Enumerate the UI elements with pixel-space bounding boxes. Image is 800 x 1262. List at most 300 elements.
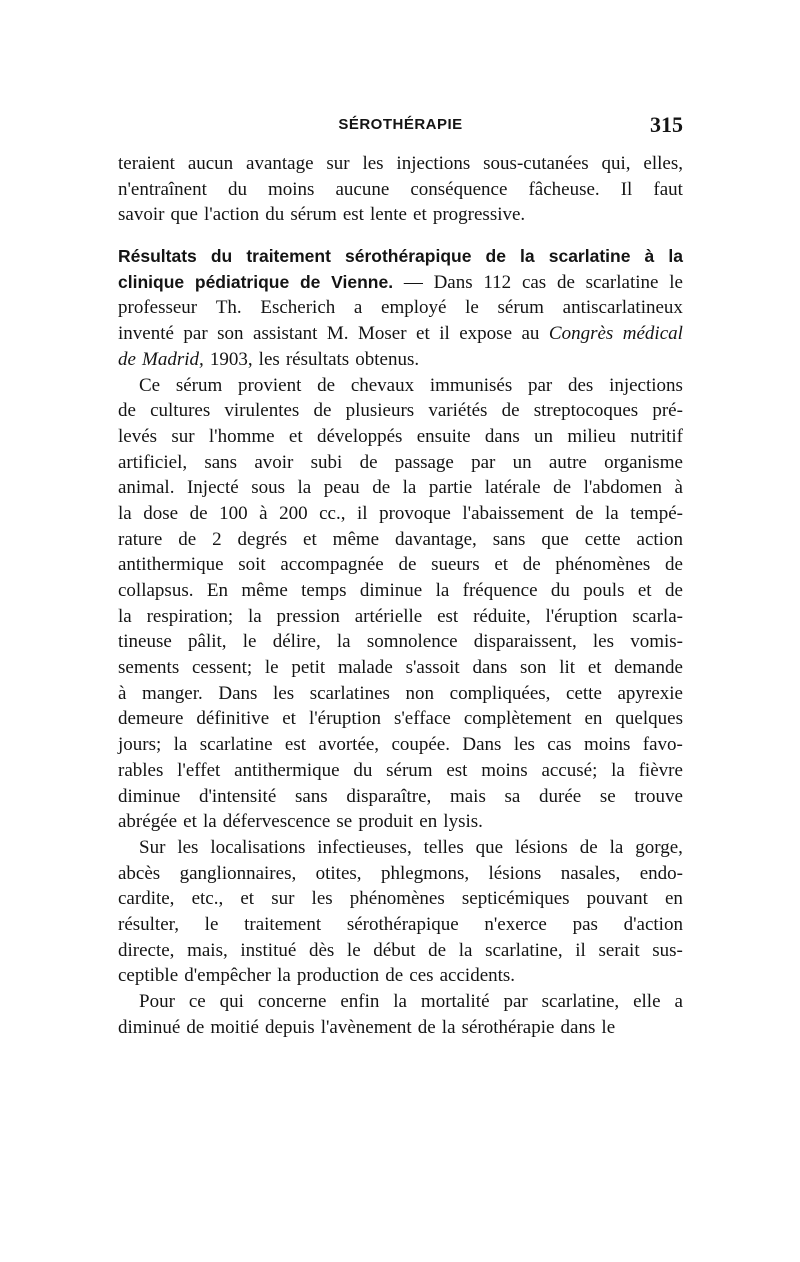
word: savoir: [118, 204, 165, 226]
word: cultures: [150, 400, 211, 422]
word: par: [503, 991, 528, 1012]
word: fâcheuse.: [528, 178, 600, 200]
word: M.: [326, 323, 349, 345]
word: pâlit,: [188, 631, 227, 653]
word: de: [522, 554, 541, 576]
word: 200: [279, 502, 308, 524]
word: réduite,: [473, 605, 531, 627]
word: s'efface: [393, 708, 451, 730]
word: et: [183, 811, 197, 833]
word: lysis.: [443, 811, 483, 833]
word: définitive: [196, 708, 270, 730]
word: la: [402, 477, 417, 499]
word: ce: [188, 991, 206, 1012]
word: en: [584, 708, 603, 730]
word: sérothérapique: [345, 246, 472, 267]
word: du: [265, 204, 285, 226]
text-line: [118, 321, 683, 347]
word: n'exerce: [484, 913, 547, 935]
paragraph: [118, 151, 683, 228]
word: en: [419, 811, 438, 833]
word: la: [435, 580, 450, 601]
word: les: [258, 348, 280, 370]
word: délire,: [272, 631, 321, 653]
text-line: [118, 861, 683, 887]
word: durée: [539, 785, 582, 807]
word: nasales,: [560, 862, 621, 884]
word: diminue: [359, 580, 423, 601]
word: la: [247, 605, 262, 627]
text-line: [118, 527, 683, 553]
text-line: [118, 398, 683, 424]
word: l'éruption: [545, 605, 618, 627]
word: a: [674, 991, 683, 1012]
word: inventé: [118, 323, 174, 345]
word: telles: [423, 836, 464, 858]
word: l'homme: [208, 425, 275, 447]
word: les: [362, 153, 384, 174]
word: 1903,: [209, 348, 253, 370]
word: faut: [653, 178, 683, 200]
word: de: [664, 580, 683, 601]
word: employé: [381, 297, 447, 319]
word: demande: [614, 657, 683, 679]
word: artérielle: [354, 605, 423, 627]
word: ganglionnaires,: [179, 862, 297, 884]
word: cas: [547, 734, 572, 756]
word: gorge,: [635, 836, 683, 858]
text-line: [118, 295, 683, 321]
word: disparaissent,: [473, 631, 577, 653]
word: du: [227, 178, 247, 200]
word: respiration;: [146, 605, 234, 627]
word: de: [372, 477, 391, 499]
word: et: [288, 425, 303, 447]
word: rables: [118, 759, 164, 781]
word: il: [439, 323, 450, 345]
word: aucun: [187, 153, 234, 174]
word: par: [471, 451, 496, 473]
word: du: [210, 246, 233, 267]
word: teraient: [118, 153, 175, 174]
word: que: [541, 528, 569, 550]
word: mais,: [187, 939, 228, 961]
word: artificiel,: [118, 451, 188, 473]
word: trouve: [634, 785, 683, 807]
text-line: [118, 552, 683, 578]
word: scarlatine: [585, 271, 659, 293]
word: se: [336, 811, 353, 833]
word: phénomènes: [349, 888, 445, 910]
word: sa: [504, 785, 521, 807]
word: cette: [566, 682, 602, 704]
text-line: [118, 912, 683, 938]
word: —: [403, 271, 423, 293]
word: la: [336, 631, 351, 653]
text-line: [118, 151, 683, 177]
word: sérothérapique: [346, 913, 459, 935]
word: les: [513, 734, 535, 756]
word: complètement: [463, 708, 572, 730]
word: la: [277, 965, 291, 987]
text-line: [118, 424, 683, 450]
word: même: [332, 528, 380, 550]
word: un: [534, 425, 554, 447]
word: fièvre: [638, 759, 683, 781]
word: et: [416, 323, 430, 345]
word: progressive.: [432, 204, 526, 226]
word: de: [398, 554, 417, 576]
word: les: [177, 836, 199, 858]
word: elle: [633, 991, 661, 1012]
word: de: [579, 836, 598, 858]
word: provient: [238, 374, 302, 396]
text-line: [118, 938, 683, 964]
word: quelques: [615, 708, 683, 730]
word: collapsus.: [118, 580, 194, 601]
word: dès: [308, 939, 335, 961]
word: avoir: [254, 451, 294, 473]
word: 100: [219, 502, 248, 524]
word: vomis-: [630, 631, 683, 653]
word: les: [592, 631, 615, 653]
word: il: [575, 939, 586, 961]
word: l'avènement: [320, 1016, 412, 1038]
word: de: [553, 477, 572, 499]
word: ensuite: [416, 425, 471, 447]
word: a: [353, 297, 363, 319]
word: Ce: [139, 374, 161, 396]
word: du: [353, 759, 373, 781]
word: scarla-: [632, 605, 683, 627]
word: avortée,: [318, 734, 380, 756]
word: est: [446, 759, 468, 781]
text-line: [118, 475, 683, 501]
word: en: [665, 888, 683, 910]
word: de: [317, 374, 336, 396]
word: passage: [394, 451, 454, 473]
word: la: [202, 811, 217, 833]
word: etc.,: [191, 888, 224, 910]
word: de: [556, 271, 575, 293]
word: ces: [409, 965, 434, 987]
word: des: [567, 374, 594, 396]
word: mais: [449, 785, 486, 807]
word: scarlatines: [309, 682, 390, 704]
word: la: [668, 246, 683, 267]
word: au: [521, 323, 540, 345]
text-line: [118, 501, 683, 527]
word: de: [313, 400, 332, 422]
word: cette: [584, 528, 621, 550]
word: d'empêcher: [184, 965, 271, 987]
word: même: [241, 580, 288, 601]
word: 112: [483, 271, 512, 293]
word: lésions: [515, 836, 568, 858]
word: sous: [251, 477, 285, 499]
word: de: [417, 1016, 436, 1038]
word: partie: [428, 477, 473, 499]
word: la: [441, 1016, 456, 1038]
word: et: [282, 708, 296, 730]
word: infectieuses,: [317, 836, 412, 858]
word: cardite,: [118, 888, 175, 910]
word: tempé-: [630, 502, 683, 524]
word: injections: [396, 153, 471, 174]
text-line: [118, 835, 683, 861]
text-line: [118, 732, 683, 758]
word: scarlatine: [548, 246, 631, 267]
word: latérale: [484, 477, 541, 499]
word: professeur: [118, 297, 198, 319]
word: à: [644, 246, 655, 267]
word: la: [297, 477, 312, 499]
word: septicémiques: [461, 888, 570, 910]
word: le: [669, 271, 683, 293]
word: davantage,: [395, 528, 477, 550]
word: dans: [560, 1016, 596, 1038]
word: immunisés: [429, 374, 513, 396]
word: et: [494, 554, 509, 576]
word: Injecté: [186, 477, 239, 499]
word: pression: [276, 605, 340, 627]
word: la: [609, 836, 624, 858]
text-line: [118, 963, 683, 989]
word: En: [206, 580, 228, 601]
text-line: [118, 450, 683, 476]
word: Vienne.: [331, 271, 394, 292]
word: accompagnée: [280, 554, 384, 576]
word: est: [342, 204, 364, 226]
word: otites,: [315, 862, 362, 884]
word: fréquence: [462, 580, 538, 601]
word: et: [303, 528, 317, 550]
word: soit: [238, 554, 266, 576]
word: défervescence: [222, 811, 331, 833]
word: aucune: [335, 178, 390, 200]
word: de: [485, 246, 506, 267]
word: moins: [267, 178, 315, 200]
word: sans: [204, 451, 238, 473]
word: levés: [118, 425, 158, 447]
word: directe,: [118, 939, 175, 961]
text-line: [118, 347, 683, 373]
word: est: [284, 734, 307, 756]
word: pré-: [652, 400, 683, 422]
word: favo-: [642, 734, 683, 756]
word: lésions: [488, 862, 542, 884]
word: et: [587, 657, 602, 679]
word: sérum: [175, 374, 223, 396]
paragraph: [118, 373, 683, 835]
word: streptocoques: [533, 400, 639, 422]
word: par: [183, 323, 208, 345]
word: non: [405, 682, 435, 704]
word: son: [217, 323, 244, 345]
text-line: [118, 1015, 683, 1041]
word: somnolence: [366, 631, 458, 653]
word: rature: [118, 528, 163, 550]
word: et: [413, 204, 427, 226]
word: cessent;: [191, 657, 253, 679]
word: la: [458, 939, 473, 961]
word: le: [465, 297, 479, 319]
word: sements: [118, 657, 180, 679]
word: cc.,: [319, 502, 346, 524]
word: sans: [294, 785, 328, 807]
word: sérum: [497, 297, 544, 319]
word: moins: [583, 734, 631, 756]
word: résulter,: [118, 913, 179, 935]
word: que: [170, 204, 198, 226]
word: de: [359, 451, 378, 473]
text-line: [118, 629, 683, 655]
word: production: [296, 965, 380, 987]
text-line: [118, 202, 683, 228]
word: demeure: [118, 708, 184, 730]
word: mortalité: [420, 991, 490, 1012]
word: de: [665, 554, 683, 576]
word: son: [520, 657, 547, 679]
word: d'action: [623, 913, 683, 935]
word: expose: [459, 323, 513, 345]
word: nutritif: [630, 425, 683, 447]
word: diminue: [118, 785, 181, 807]
word: qui,: [601, 153, 631, 174]
word: de: [501, 400, 520, 422]
paragraph: [118, 989, 683, 1040]
word: injections: [609, 374, 683, 396]
word: de: [186, 1016, 205, 1038]
body-text: [118, 151, 683, 1040]
word: sans: [492, 528, 526, 550]
word: enfin: [340, 991, 380, 1012]
word: ceptible: [118, 965, 179, 987]
word: conséquence: [410, 178, 508, 200]
word: pas: [572, 913, 598, 935]
word: pouvant: [586, 888, 648, 910]
word: institué: [240, 939, 297, 961]
text-line: [118, 373, 683, 399]
word: jours;: [118, 734, 162, 756]
word: manger.: [142, 682, 203, 704]
word: sérothérapie: [461, 1016, 555, 1038]
word: s'assoit: [405, 657, 460, 679]
word: sur: [271, 888, 295, 910]
text-line: [118, 177, 683, 203]
word: dans: [472, 657, 508, 679]
word: de: [118, 348, 136, 370]
word: qui: [219, 991, 244, 1012]
word: les: [311, 888, 333, 910]
word: Escherich: [260, 297, 336, 319]
word: de: [575, 502, 594, 524]
word: sérum: [290, 204, 337, 226]
word: l'abaissement: [462, 502, 564, 524]
text-line: [118, 886, 683, 912]
word: malade: [337, 657, 393, 679]
word: pouls: [583, 580, 625, 601]
word: action: [636, 528, 683, 550]
word: assistant: [253, 323, 318, 345]
word: Dans: [218, 682, 258, 704]
word: virulentes: [224, 400, 300, 422]
word: la: [520, 246, 535, 267]
word: le: [204, 913, 219, 935]
page-number: 315: [650, 112, 683, 137]
word: la: [118, 605, 132, 627]
word: 2: [212, 528, 222, 550]
text-line: [118, 578, 683, 604]
word: abrégée: [118, 811, 178, 833]
word: Congrès: [548, 323, 614, 345]
text-line: [118, 270, 683, 296]
word: par: [527, 374, 553, 396]
word: moitié: [210, 1016, 259, 1038]
word: l'éruption: [308, 708, 381, 730]
word: sur: [171, 425, 195, 447]
word: coupée.: [391, 734, 450, 756]
text-line: [118, 758, 683, 784]
word: depuis: [265, 1016, 315, 1038]
word: autre: [548, 451, 587, 473]
word: traitement: [246, 246, 331, 267]
word: Moser: [358, 323, 407, 345]
word: Dans: [433, 271, 473, 293]
word: à: [259, 502, 268, 524]
word: sur: [326, 153, 350, 174]
word: elles,: [643, 153, 683, 174]
word: la: [611, 759, 625, 781]
word: pédiatrique: [194, 271, 290, 292]
word: provoque: [379, 502, 451, 524]
running-head: [118, 112, 683, 146]
word: animal.: [118, 477, 175, 499]
word: obtenus.: [355, 348, 420, 370]
word: moins: [481, 759, 528, 781]
word: de: [299, 271, 321, 292]
text-line: [118, 706, 683, 732]
word: l'effet: [177, 759, 221, 781]
word: la: [393, 991, 407, 1012]
word: le: [601, 1016, 616, 1038]
word: antiscarlatineux: [562, 297, 683, 319]
word: le: [264, 657, 279, 679]
word: n'entraînent: [118, 178, 207, 200]
word: avantage: [246, 153, 314, 174]
word: subi: [310, 451, 343, 473]
word: de: [428, 939, 447, 961]
word: les: [273, 682, 295, 704]
word: du: [550, 580, 570, 601]
word: est: [437, 605, 459, 627]
word: sérum: [386, 759, 433, 781]
word: concerne: [257, 991, 327, 1012]
word: Th.: [215, 297, 242, 319]
word: degrés: [237, 528, 288, 550]
word: que: [475, 836, 504, 858]
word: lit: [559, 657, 576, 679]
word: variétés: [428, 400, 488, 422]
word: Madrid,: [142, 348, 204, 370]
word: sus-: [652, 939, 683, 961]
word: de: [189, 502, 208, 524]
word: à: [674, 477, 683, 499]
word: accidents.: [439, 965, 516, 987]
word: scarlatine: [199, 734, 273, 756]
word: début: [373, 939, 416, 961]
word: médical: [622, 323, 683, 345]
